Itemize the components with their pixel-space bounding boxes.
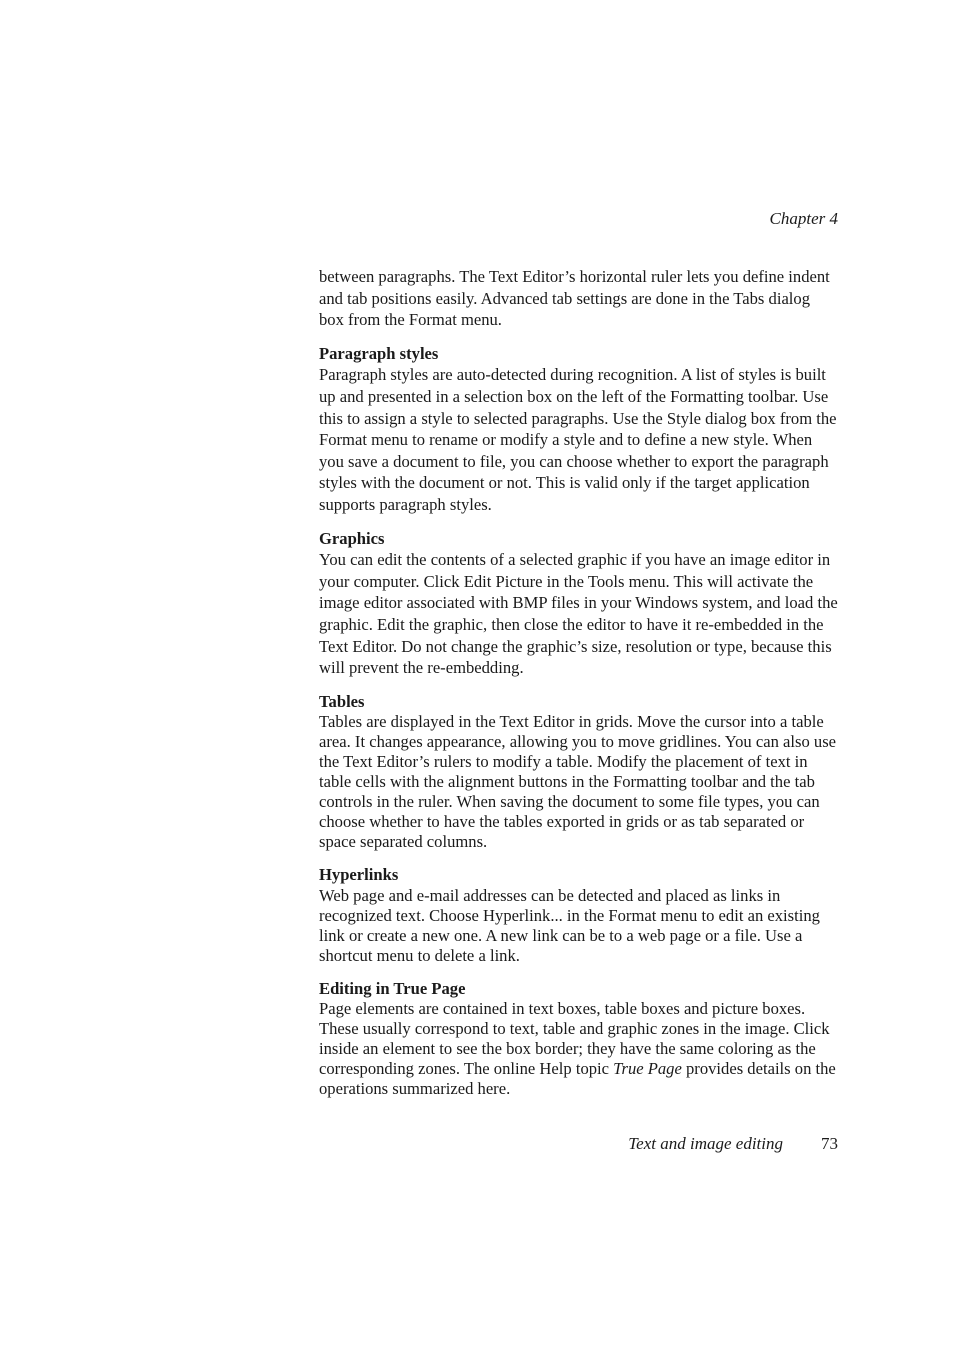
section-body: You can edit the contents of a selected graphic if you have an image editor in your computer. Click Edit Picture in the Tools menu. This will activate the image editor associated with BMP files in your Windows system, and load the graphic. Edit the graphic, then close the editor to have it re-embedded in the Text Editor. Do not change the graphic’s size, resolution or type, because this will prevent the re-embedding.	[319, 550, 838, 678]
section-heading: Paragraph styles	[319, 343, 439, 363]
body-text: provides details on the operations summarized here.	[319, 1059, 836, 1099]
intro-paragraph: between paragraphs. The Text Editor’s horizontal ruler lets you define indent and tab positions easily. Advanced tab settings are done in the Tabs dialog box from the Format menu.	[319, 267, 830, 330]
section-graphics	[319, 528, 839, 679]
section-body: Tables are displayed in the Text Editor in grids. Move the cursor into a table area. It changes appearance, allowing you to move gridlines. You can also use the Text Editor’s rulers to modify a table. Modify the placement of text in table cells with the alignment buttons in the Formatting toolbar and the tab controls in the ruler. When saving the document to some file types, you can choose whether to have the tables exported in grids or as tab separated or space separated columns.	[319, 712, 837, 852]
section-body: Web page and e-mail addresses can be detected and placed as links in recognized text. Choose Hyperlink... in the Format menu to edit an existing link or create a new one. A new link can be to a web page or a file. Use a shortcut menu to delete a link.	[319, 885, 820, 965]
section-heading: Tables	[319, 691, 365, 711]
page-body	[319, 266, 839, 1099]
help-topic-reference: True Page	[613, 1059, 682, 1079]
body-text: Page elements are contained in text boxes, table boxes and picture boxes. These usually correspond to text, table and graphic zones in the image. Click inside an element to see the box border; they have the same coloring as the corresponding zones. The online Help topic	[319, 999, 830, 1079]
section-heading: Graphics	[319, 528, 385, 548]
section-body	[319, 999, 839, 1099]
page-number: 73	[821, 1134, 838, 1153]
section-tables	[319, 691, 839, 853]
footer-title: Text and image editing	[628, 1134, 783, 1153]
section-paragraph-styles	[319, 343, 839, 516]
running-header-chapter: Chapter 4	[769, 209, 838, 228]
section-editing-in-true-page	[319, 978, 839, 1100]
section-heading: Hyperlinks	[319, 865, 399, 885]
section-hyperlinks	[319, 864, 839, 966]
section-heading: Editing in True Page	[319, 978, 466, 998]
section-body: Paragraph styles are auto-detected during recognition. A list of styles is built up and presented in a selection box on the left of the Formatting toolbar. Use this to assign a style to selected paragraphs. Use the Style dialog box from the Format menu to rename or modify a style and to define a new style. When you save a document to file, you can choose whether to export the paragraph styles with the document or not. This is valid only if the target application supports paragraph styles.	[319, 365, 837, 514]
running-footer	[628, 1133, 838, 1155]
